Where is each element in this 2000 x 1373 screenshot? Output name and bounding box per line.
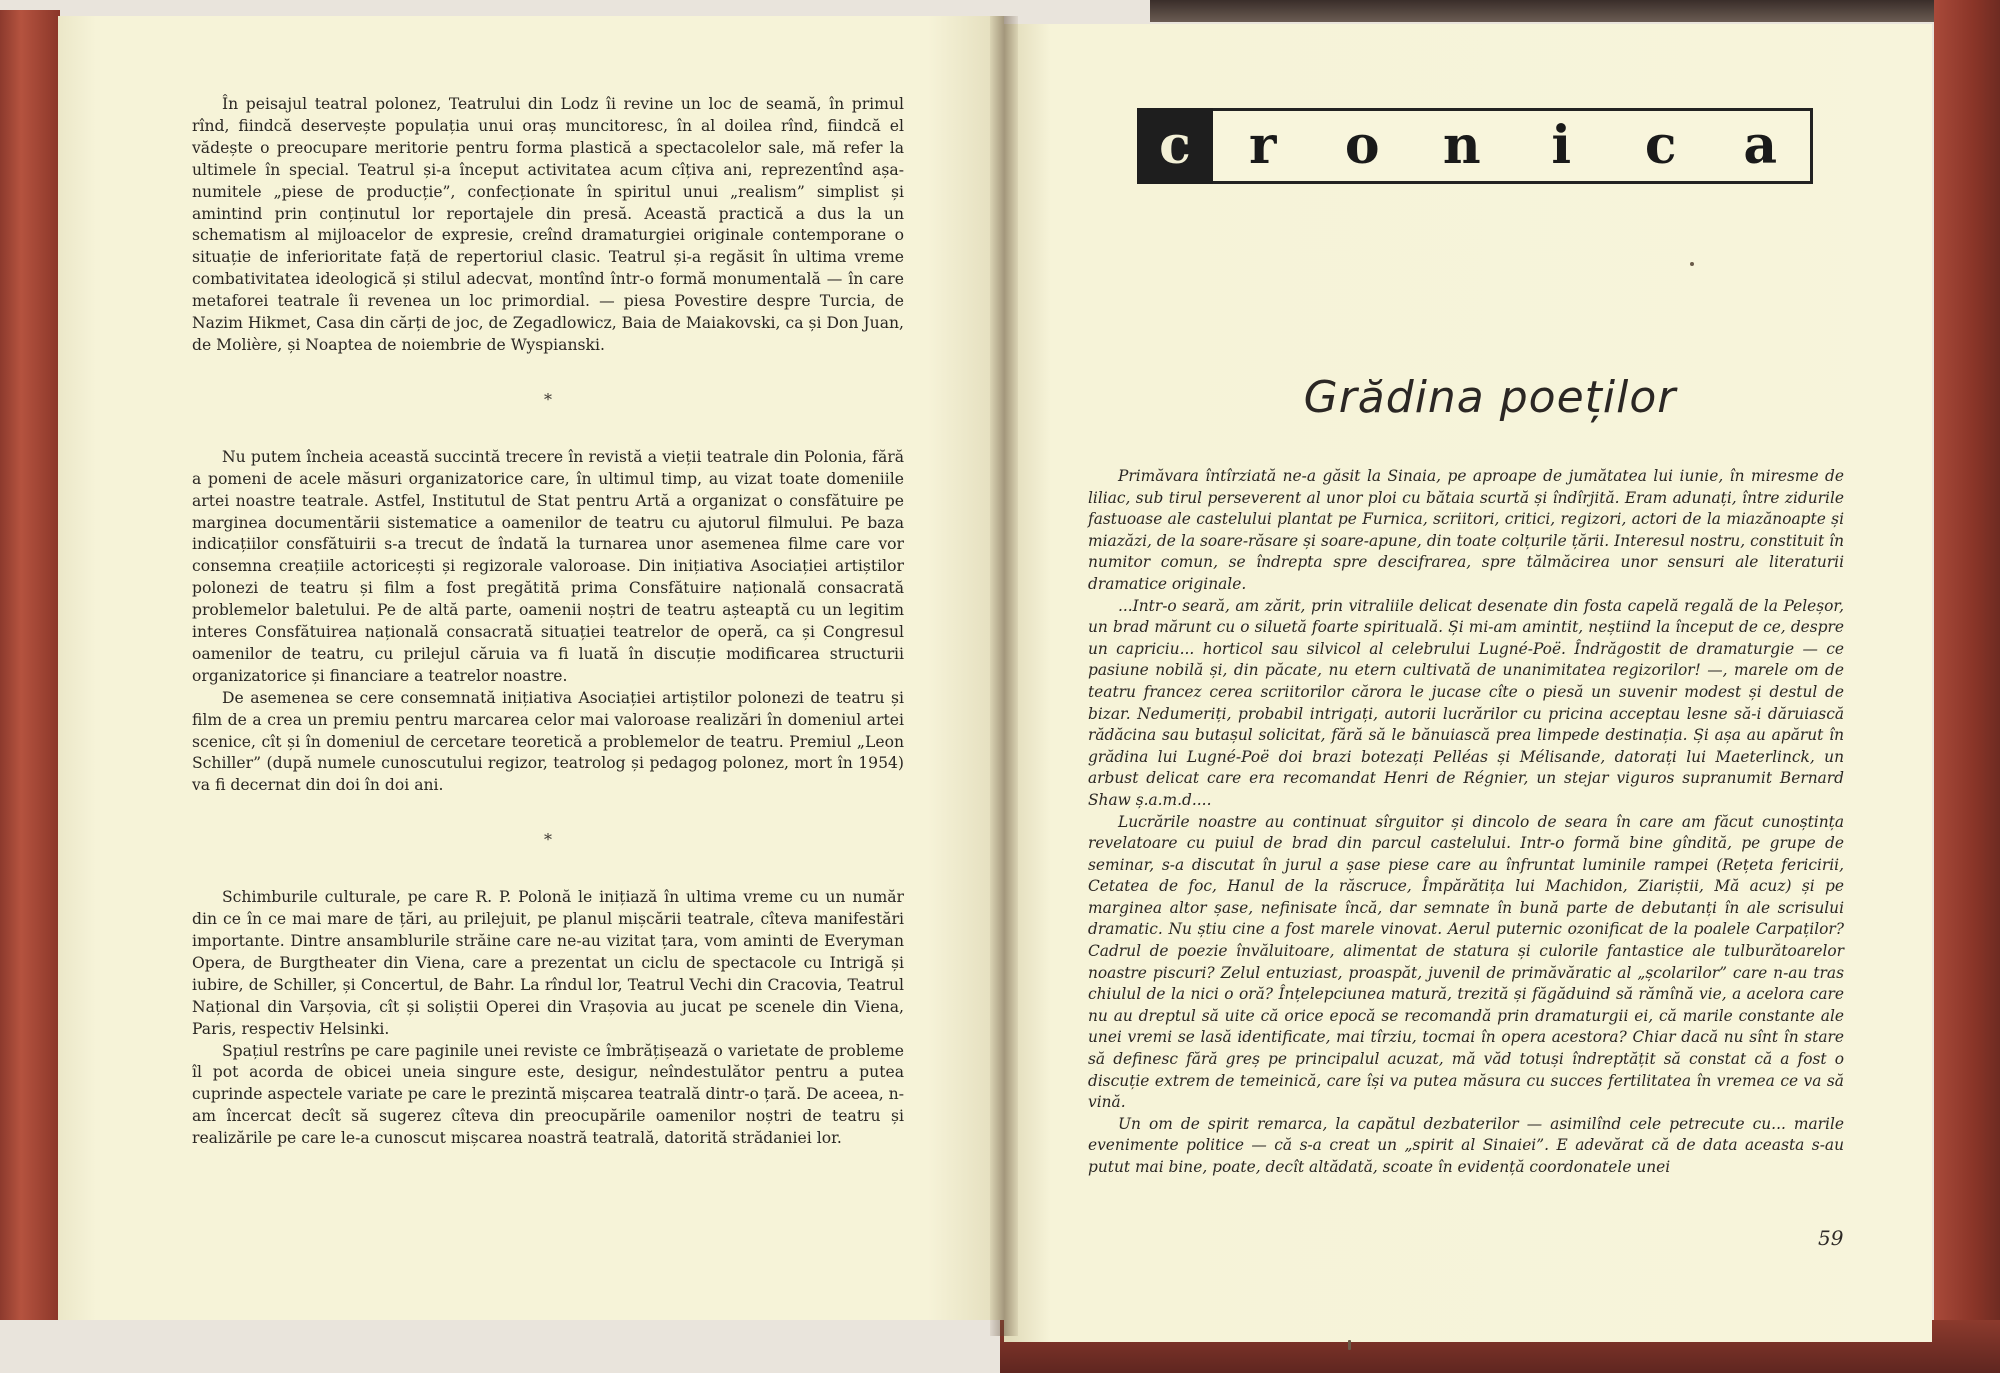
- banner-letter: n: [1442, 115, 1481, 176]
- background-top: [1150, 0, 1934, 22]
- paper-speck: [1348, 1340, 1351, 1350]
- paragraph: Un om de spirit remarca, la capătul dezbaterilor — asimilînd cele petrecute cu... marile evenimente politice — că s-a creat un „spirit al Sinaiei”. E adevărat că de data aceasta s-au putut mai bine, poate, decît altădată, scoate în evidență coordonatele unei: [1088, 1114, 1844, 1176]
- paragraph: De asemenea se cere consemnată inițiativa Asociației artiștilor polonezi de teatru și film de a crea un premiu pentru marcarea celor mai valoroase realizări în domeniul artei scenice, cît și în domeniul de cercetare teoretică a problemelor de teatru. Premiul „Leon Schiller” (după numele cunoscutului regizor, teatrolog și pedagog polonez, mort în 1954) va fi decernat din doi în doi ani.: [192, 688, 904, 795]
- banner-letter: r: [1249, 115, 1277, 176]
- paragraph: Schimburile culturale, pe care R. P. Polonă le inițiază în ultima vreme cu un număr din ce în ce mai mare de țări, au prilejuit, pe planul mișcării teatrale, cîteva manifestări importante. Dintre ansamblurile străine care ne-au vizitat țara, vom aminti de Everyman Opera, de Burgtheater din Viena, care a prezentat un ciclu de spectacole cu Intrigă și iubire, de Schiller, și Concertul, de Bahr. La rîndul lor, Teatrul Vechi din Cracovia, Teatrul Național din Varșovia, cît și soliștii Operei din Vrașovia au jucat pe scenele din Viena, Paris, respectiv Helsinki.: [192, 888, 904, 1038]
- paragraph: În peisajul teatral polonez, Teatrului din Lodz îi revine un loc de seamă, în primul rînd, fiindcă deservește populația unui oraș muncitoresc, în al doilea rînd, fiindcă el vădește o preocupare meritorie pentru forma plastică a spectacolelor sale, mă refer la ultimele în special. Teatrul și-a început activitatea acum cîțiva ani, reprezentînd așa-numitele „piese de producție”, confecționate în spiritul unui „realism” simplist și amintind prin conținutul lor reportajele din presă. Această practică a dus la un schematism al mijloacelor de expresie, creînd dramaturgiei originale contemporane o situație de inferioritate față de repertoriul clasic. Teatrul și-a regăsit în ultima vreme combativitatea ideologică și stilul adecvat, montînd într-o formă monumentală — în care metaforei teatrale îi revenea un loc primordial. — piesa Povestire despre Turcia, de Nazim Hikmet, Casa din cărți de joc, de Zegadlowicz, Baia de Maiakovski, ca și Don Juan, de Molière, și Noaptea de noiembrie de Wyspianski.: [192, 95, 904, 354]
- banner-letter: c: [1137, 108, 1213, 184]
- section-separator: *: [544, 389, 552, 409]
- paragraph: Nu putem încheia această succintă trecere în revistă a vieții teatrale din Polonia, fără a pomeni de acele măsuri organizatorice care, în ultimul timp, au vizat toate domeniile artei noastre teatrale. Astfel, Institutul de Stat pentru Artă a organizat o consfătuire pe marginea documentării sistematice a oamenilor de teatru cu ajutorul filmului. Pe baza indicațiilor consfătuirii s-a trecut de îndată la turnarea unor asemenea filme care vor consemna creațiile actoricești și regizorale valoroase. Din inițiativa Asociației artiștilor polonezi de teatru și film a fost pregătită prima Consfătuire națională consacrată problemelor baletului. Pe de altă parte, oamenii noștri de teatru așteaptă cu un legitim interes Consfătuirea națională consacrată situației teatrelor de operă, ca și Congresul oamenilor de teatru, cu prilejul căruia va fi luată în discuție modificarea structurii organizatorice și financiare a teatrelor noastre.: [192, 447, 904, 685]
- book-cover-left: [0, 10, 60, 1320]
- banner-letter: o: [1344, 115, 1380, 176]
- paper-speck: [1690, 262, 1694, 266]
- paragraph: ...Intr-o seară, am zărit, prin vitraliile delicat desenate din fosta capelă regală de la Peleșor, un brad mărunt cu o siluetă foarte spirituală. Și mi-am amintit, neștiind la început de ce, despre un capriciu... horticol sau silvicol al celebrului Lugné-Poë. Îndrăgostit de dramaturgie — ce pasiune nobilă și, din păcate, nu etern cultivată de unanimitatea regizorilor! —, marele om de teatru francez cerea scriitorilor cărora le jucase cîte o piesă un suvenir modest și destul de bizar. Nedumeriți, probabil intrigați, autorii lucrărilor cu pricina acceptau lesne să-i dăruiască rădăcina sau butașul solicitat, fără să le bănuiască prea limpede destinația. Și așa au apărut în grădina lui Lugné-Poë doi brazi botezați Pelléas și Mélisande, datorați lui Maeterlinck, un arbust delicat care era recomandat Henri de Régnier, un stejar viguros supranumit Bernard Shaw ș.a.m.d....: [1088, 596, 1844, 809]
- page-number: 59: [1818, 1226, 1844, 1250]
- paragraph: Primăvara întîrziată ne-a găsit la Sinaia, pe aproape de jumătatea lui iunie, în miresme de liliac, sub tirul perseverent al unor ploi cu bătaia scurtă și îndîrjită. Eram adunați, între zidurile fastuoase ale castelului plantat pe Furnica, scriitori, critici, regizori, actori de la miazănoapte și miazăzi, de la soare-răsare și soare-apune, din toate colțurile țării. Interesul nostru, constituit în numitor comun, se îndrepta spre descifrarea, spre tălmăcirea unor sensuri ale literaturii dramatice originale.: [1088, 467, 1844, 593]
- book-cover-right: [1934, 0, 2000, 1340]
- section-banner: [1137, 108, 1813, 184]
- article-title: Grădina poeților: [1303, 372, 1677, 423]
- book-gutter: [990, 16, 1018, 1336]
- right-page-text: [1088, 466, 1844, 1179]
- section-separator: *: [544, 830, 552, 850]
- left-page-text: [192, 94, 904, 1150]
- banner-letter: a: [1743, 115, 1778, 176]
- banner-letter: c: [1644, 115, 1677, 176]
- paragraph: Lucrările noastre au continuat sîrguitor și dincolo de seara în care am făcut cunoștința revelatoare cu puiul de brad din parcul castelului. Intr-o formă bine gîndită, pe grupe de seminar, s-a discutat în jurul a șase piese care au înfruntat luminile rampei (Rețeta fericirii, Cetatea de foc, Hanul de la răscruce, Împărătița lui Machidon, Ziariștii, Mă acuz) și pe marginea altor șase, nefinisate încă, dar semnate în bună parte de debutanți în ale scrisului dramatic. Nu știu cine a fost marele vinovat. Aerul puternic ozonificat de la poalele Carpaților? Cadrul de poezie învăluitoare, alimentat de statura și culorile fantastice ale tulburătoarelor noastre piscuri? Zelul entuziast, proaspăt, juvenil de primăvăratic al „școlarilor” care n-au tras chiulul de la nici o oră? Înțelepciunea matură, trezită și făgăduind să rămînă vie, a acelora care nu au dreptul să uite că orice epocă se recomandă prin dramaturgii ei, că marile constante ale unei vremi se lasă identificate, mai tîrziu, tocmai în opera acestora? Chiar dacă nu sînt în stare să definesc fără greș pe principalul acuzat, mă văd totuși îndreptățit să constat că a fost o discuție extrem de temeinică, care își va putea măsura cu succes fertilitatea în vremea ce va să vină.: [1088, 812, 1844, 1112]
- banner-letter: i: [1551, 115, 1572, 176]
- paragraph: Spațiul restrîns pe care paginile unei reviste ce îmbrățișează o varietate de probleme îl pot acorda de obicei uneia singure este, desigur, neîndestulător pentru a putea cuprinde aspectele variate pe care le prezintă mișcarea teatrală dintr-o țară. De aceea, n-am încercat decît să sugerez cîteva din preocupările oamenilor noștri de teatru și realizările pe care le-a cunoscut mișcarea noastră teatrală, datorită strădaniei lor.: [192, 1041, 904, 1148]
